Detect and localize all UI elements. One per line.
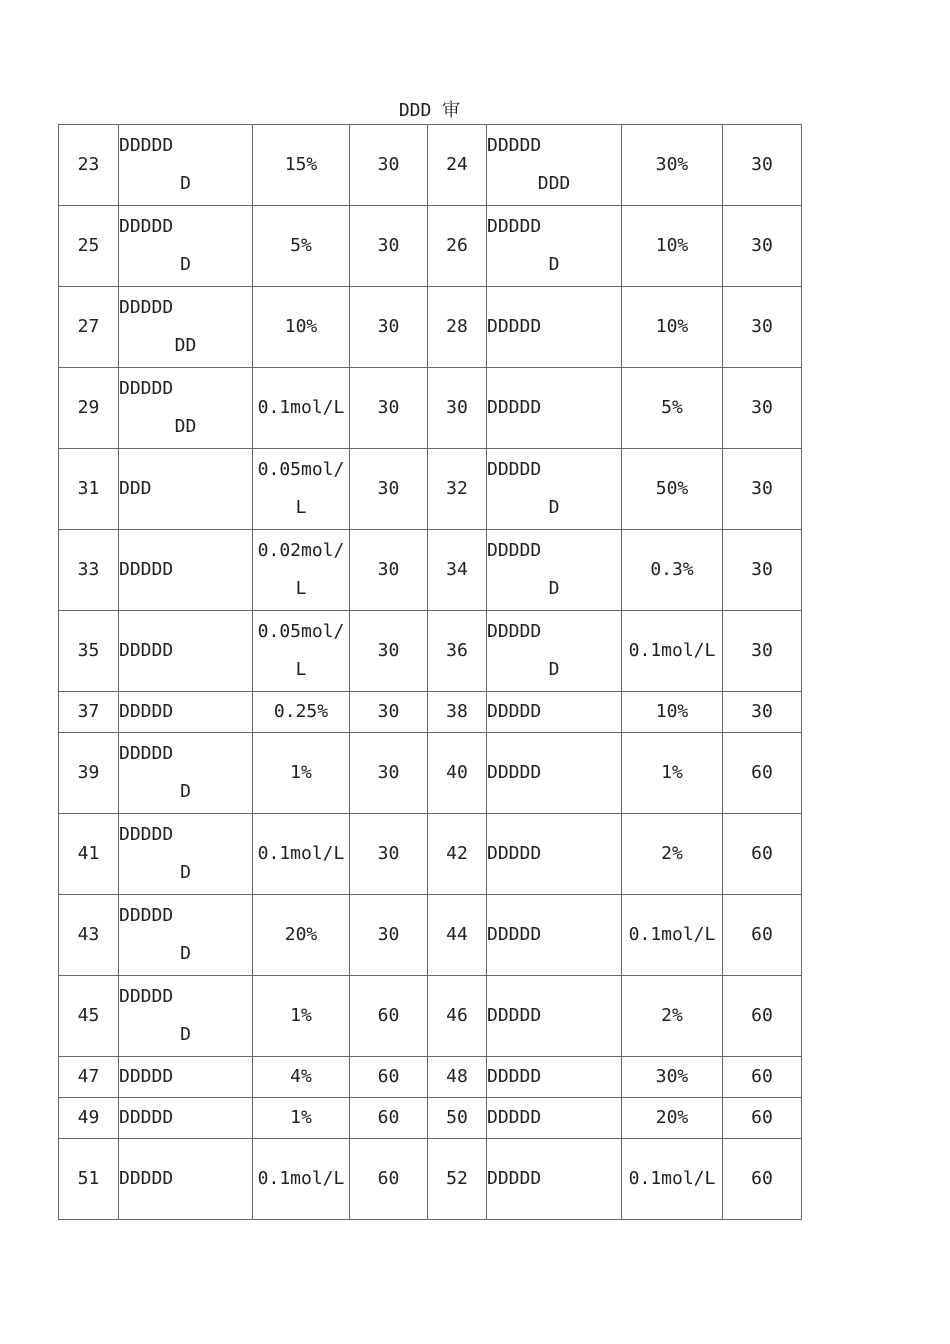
concentration: 10%: [622, 692, 723, 733]
item-number: 37: [59, 692, 119, 733]
duration: 30: [350, 206, 428, 287]
concentration: 1%: [622, 733, 723, 814]
table-row: [59, 206, 802, 287]
reagent-name-line: DDDDD: [487, 1168, 542, 1189]
reagent-name: [119, 1057, 253, 1098]
concentration: 0.1mol/L: [253, 1139, 350, 1220]
reagent-name-line: DDDDD: [487, 540, 542, 561]
reagent-table: [58, 124, 802, 1220]
reagent-name: [487, 206, 622, 287]
reagent-name-continuation: DD: [174, 335, 197, 356]
concentration: 0.25%: [253, 692, 350, 733]
reagent-name-continuation: DD: [174, 416, 197, 437]
concentration: 0.1mol/L: [622, 611, 723, 692]
concentration: 0.3%: [622, 530, 723, 611]
reagent-name: [487, 895, 622, 976]
table-row: [59, 125, 802, 206]
reagent-name-line: DDDDD: [487, 1066, 542, 1087]
table-row: [59, 733, 802, 814]
reagent-name: [487, 368, 622, 449]
table-row: [59, 530, 802, 611]
item-number: 23: [59, 125, 119, 206]
reagent-name: [487, 733, 622, 814]
reagent-name-line: DDDDD: [119, 559, 174, 580]
duration: 30: [350, 530, 428, 611]
item-number: 42: [428, 814, 487, 895]
reagent-name-continuation: D: [548, 497, 560, 518]
item-number: 47: [59, 1057, 119, 1098]
reagent-name: [119, 1098, 253, 1139]
reagent-name-line: DDDDD: [119, 1168, 174, 1189]
reagent-name: [487, 449, 622, 530]
reagent-name: [119, 368, 253, 449]
reagent-name-line: DDDDD: [119, 297, 174, 318]
reagent-name-line: DDDDD: [119, 824, 174, 845]
reagent-name-line: DDDDD: [119, 743, 174, 764]
reagent-name: [119, 1139, 253, 1220]
concentration: 2%: [622, 814, 723, 895]
table-row: [59, 1098, 802, 1139]
duration: 30: [350, 733, 428, 814]
reagent-name: [487, 1139, 622, 1220]
item-number: 29: [59, 368, 119, 449]
item-number: 24: [428, 125, 487, 206]
reagent-name-continuation: D: [180, 943, 191, 964]
duration: 30: [350, 368, 428, 449]
duration: 30: [350, 449, 428, 530]
table-row: [59, 814, 802, 895]
reagent-name-continuation: D: [180, 254, 191, 275]
item-number: 46: [428, 976, 487, 1057]
reagent-name: [487, 976, 622, 1057]
concentration: 15%: [253, 125, 350, 206]
item-number: 49: [59, 1098, 119, 1139]
table-row: [59, 1057, 802, 1098]
item-number: 51: [59, 1139, 119, 1220]
duration: 30: [723, 125, 802, 206]
reagent-name: [487, 530, 622, 611]
reagent-name: [487, 814, 622, 895]
reagent-name: [487, 692, 622, 733]
duration: 60: [723, 1057, 802, 1098]
reagent-name: [119, 125, 253, 206]
duration: 30: [723, 449, 802, 530]
table-row: [59, 449, 802, 530]
concentration: 1%: [253, 976, 350, 1057]
reagent-name: [119, 206, 253, 287]
item-number: 25: [59, 206, 119, 287]
item-number: 48: [428, 1057, 487, 1098]
item-number: 33: [59, 530, 119, 611]
reagent-name: [119, 814, 253, 895]
duration: 30: [723, 530, 802, 611]
reagent-name-line: DDDDD: [119, 216, 174, 237]
duration: 30: [723, 368, 802, 449]
duration: 60: [723, 976, 802, 1057]
duration: 30: [350, 814, 428, 895]
duration: 60: [723, 814, 802, 895]
concentration: 20%: [622, 1098, 723, 1139]
concentration: 10%: [622, 287, 723, 368]
reagent-name-continuation: D: [548, 659, 560, 680]
reagent-name-line: DDDDD: [119, 640, 174, 661]
concentration: 4%: [253, 1057, 350, 1098]
item-number: 31: [59, 449, 119, 530]
reagent-name-line: DDDDD: [119, 378, 174, 399]
reagent-name: [119, 611, 253, 692]
reagent-name: [487, 287, 622, 368]
concentration: 0.1mol/L: [253, 368, 350, 449]
table-row: [59, 976, 802, 1057]
duration: 30: [723, 692, 802, 733]
concentration: 0.1mol/L: [622, 1139, 723, 1220]
concentration: 1%: [253, 1098, 350, 1139]
concentration: 0.05mol/L: [253, 449, 350, 530]
reagent-name-continuation: D: [548, 578, 560, 599]
table-body: [59, 125, 802, 1220]
item-number: 44: [428, 895, 487, 976]
concentration: 20%: [253, 895, 350, 976]
reagent-name: [119, 733, 253, 814]
item-number: 43: [59, 895, 119, 976]
duration: 30: [723, 611, 802, 692]
reagent-name: [487, 1057, 622, 1098]
item-number: 41: [59, 814, 119, 895]
reagent-name: [119, 530, 253, 611]
reagent-name: [487, 611, 622, 692]
reagent-name: [119, 287, 253, 368]
table-caption: DDD 审: [398, 100, 461, 121]
reagent-name-line: DDDDD: [487, 621, 542, 642]
reagent-name-line: DDDDD: [487, 397, 542, 418]
table-row: [59, 1139, 802, 1220]
duration: 30: [350, 125, 428, 206]
reagent-name-continuation: D: [548, 254, 560, 275]
reagent-name-line: DDDDD: [119, 701, 174, 722]
duration: 60: [723, 733, 802, 814]
table-row: [59, 287, 802, 368]
reagent-name-line: DDDDD: [487, 1005, 542, 1026]
concentration: 30%: [622, 1057, 723, 1098]
reagent-name-line: DDDDD: [487, 135, 542, 156]
duration: 30: [723, 287, 802, 368]
reagent-name-line: DDDDD: [119, 1107, 174, 1128]
table-row: [59, 368, 802, 449]
reagent-name-line: DDDDD: [487, 1107, 542, 1128]
duration: 60: [350, 976, 428, 1057]
duration: 60: [350, 1098, 428, 1139]
item-number: 39: [59, 733, 119, 814]
item-number: 28: [428, 287, 487, 368]
reagent-name-line: DDDDD: [119, 135, 174, 156]
duration: 60: [723, 1098, 802, 1139]
reagent-name-line: DDDDD: [119, 905, 174, 926]
reagent-name: [487, 1098, 622, 1139]
item-number: 30: [428, 368, 487, 449]
reagent-name-line: DDDDD: [487, 762, 542, 783]
item-number: 52: [428, 1139, 487, 1220]
reagent-name-continuation: D: [180, 862, 191, 883]
concentration: 30%: [622, 125, 723, 206]
concentration: 50%: [622, 449, 723, 530]
reagent-name-line: DDDDD: [487, 843, 542, 864]
item-number: 32: [428, 449, 487, 530]
item-number: 36: [428, 611, 487, 692]
reagent-name: [119, 895, 253, 976]
reagent-name-continuation: D: [180, 173, 191, 194]
item-number: 45: [59, 976, 119, 1057]
reagent-name-line: DDD: [119, 478, 152, 499]
reagent-name-line: DDDDD: [119, 1066, 174, 1087]
duration: 30: [350, 692, 428, 733]
duration: 60: [723, 1139, 802, 1220]
concentration: 0.1mol/L: [622, 895, 723, 976]
duration: 30: [350, 287, 428, 368]
item-number: 50: [428, 1098, 487, 1139]
concentration: 2%: [622, 976, 723, 1057]
reagent-name-continuation: D: [180, 1024, 191, 1045]
reagent-name-line: DDDDD: [487, 459, 542, 480]
table-row: [59, 692, 802, 733]
duration: 60: [350, 1139, 428, 1220]
item-number: 40: [428, 733, 487, 814]
reagent-name: [487, 125, 622, 206]
item-number: 27: [59, 287, 119, 368]
concentration: 0.05mol/L: [253, 611, 350, 692]
concentration: 1%: [253, 733, 350, 814]
duration: 60: [723, 895, 802, 976]
reagent-name-continuation: D: [180, 781, 191, 802]
reagent-name-continuation: DDD: [537, 173, 571, 194]
concentration: 5%: [253, 206, 350, 287]
duration: 30: [350, 895, 428, 976]
duration: 30: [350, 611, 428, 692]
reagent-name-line: DDDDD: [487, 316, 542, 337]
reagent-name: [119, 692, 253, 733]
concentration: 10%: [253, 287, 350, 368]
table-row: [59, 895, 802, 976]
item-number: 34: [428, 530, 487, 611]
reagent-name: [119, 976, 253, 1057]
reagent-name: [119, 449, 253, 530]
duration: 60: [350, 1057, 428, 1098]
concentration: 0.1mol/L: [253, 814, 350, 895]
item-number: 35: [59, 611, 119, 692]
duration: 30: [723, 206, 802, 287]
reagent-name-line: DDDDD: [119, 986, 174, 1007]
concentration: 5%: [622, 368, 723, 449]
item-number: 38: [428, 692, 487, 733]
item-number: 26: [428, 206, 487, 287]
concentration: 10%: [622, 206, 723, 287]
reagent-name-line: DDDDD: [487, 924, 542, 945]
reagent-name-line: DDDDD: [487, 701, 542, 722]
reagent-name-line: DDDDD: [487, 216, 542, 237]
concentration: 0.02mol/L: [253, 530, 350, 611]
table-row: [59, 611, 802, 692]
